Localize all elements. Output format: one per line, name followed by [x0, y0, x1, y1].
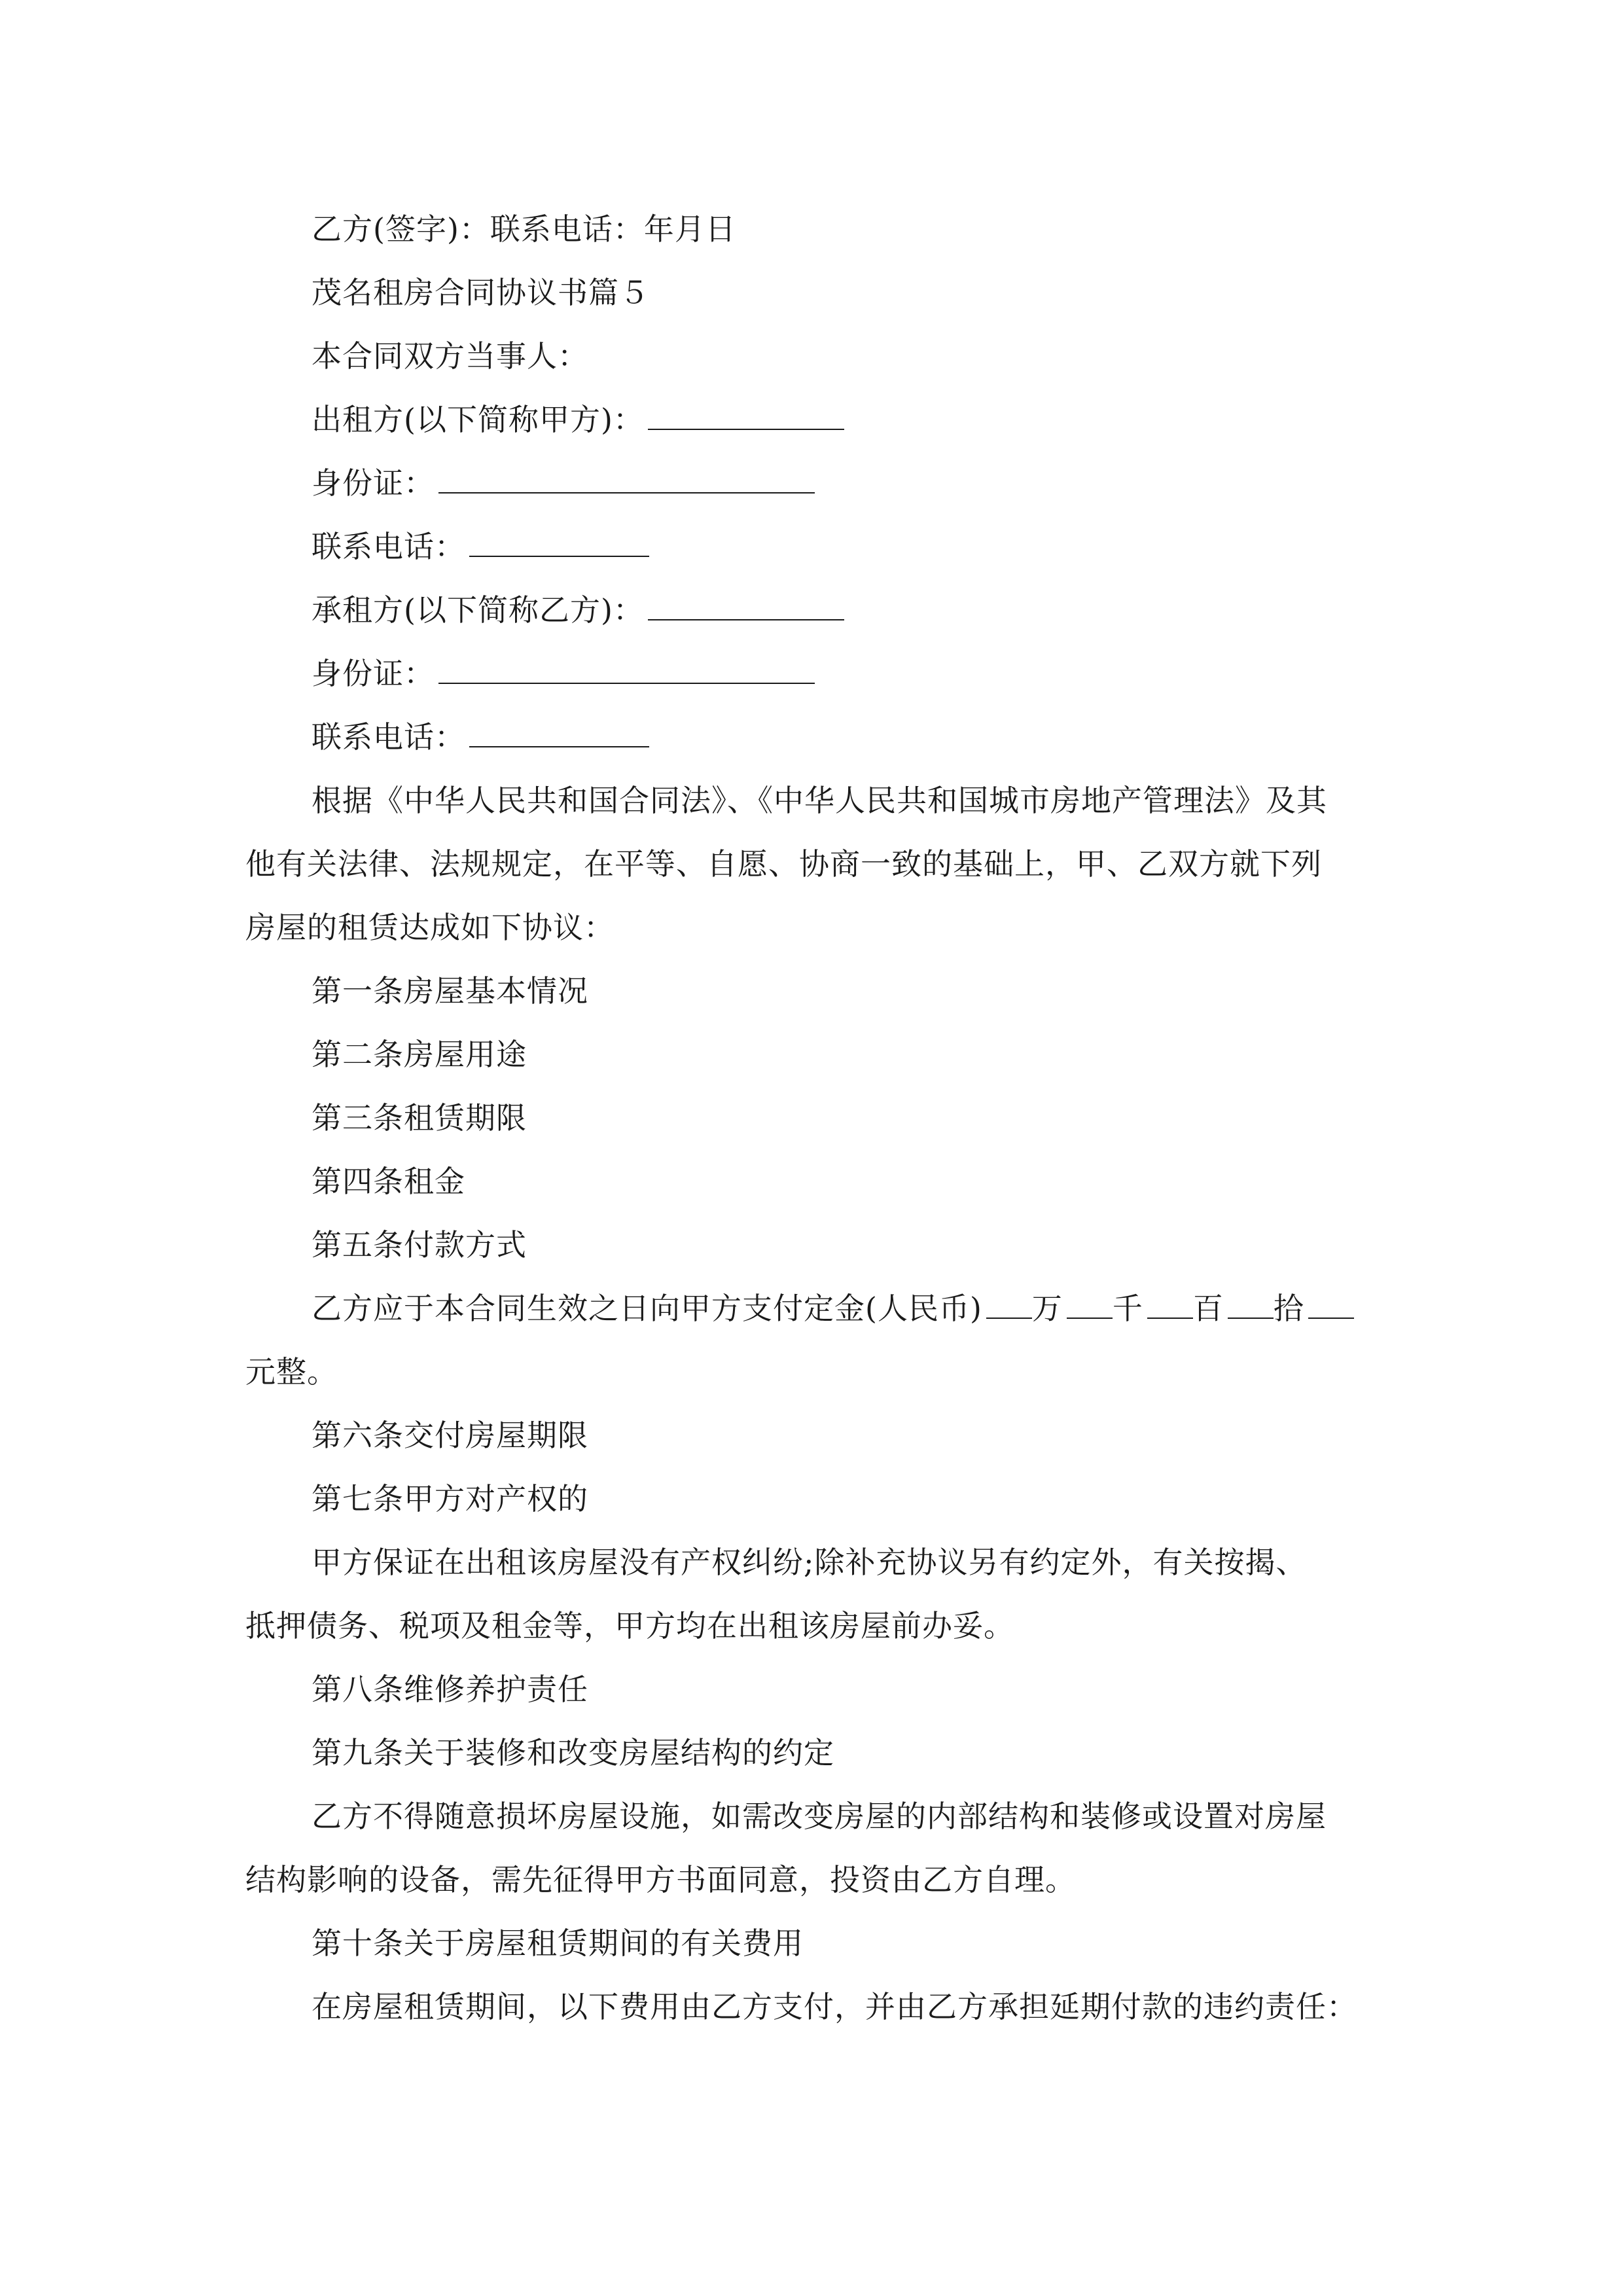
deposit-prefix: 乙方应于本合同生效之日向甲方支付定金(人民币)	[312, 1291, 982, 1326]
lessor-id-blank	[438, 466, 815, 493]
signature-line: 乙方(签字)：联系电话：年月日	[312, 211, 736, 247]
deposit-yuan-blank	[1308, 1291, 1354, 1319]
deposit-wan-unit: 万	[1031, 1291, 1063, 1326]
deposit-wan-blank	[986, 1291, 1032, 1319]
deposit-qian-unit: 千	[1112, 1291, 1143, 1326]
lessee-id-row	[312, 654, 1450, 693]
preamble-line-3: 房屋的租赁达成如下协议：	[245, 910, 615, 945]
lessor-blank	[648, 403, 844, 430]
lessee-phone-blank	[469, 720, 649, 747]
article-9-text-2: 结构影响的设备，需先征得甲方书面同意，投资由乙方自理。	[245, 1862, 1076, 1897]
lessor-phone-label: 联系电话：	[312, 529, 465, 564]
article-9-text-1: 乙方不得随意损坏房屋设施，如需改变房屋的内部结构和装修或设置对房屋	[312, 1799, 1327, 1834]
article-4-heading: 第四条租金	[312, 1164, 465, 1199]
lessor-phone-blank	[469, 529, 649, 557]
lessee-phone-row	[312, 717, 1450, 757]
lessor-id-row	[312, 463, 1450, 503]
deposit-bai-blank	[1147, 1291, 1193, 1319]
article-10-text-1: 在房屋租赁期间，以下费用由乙方支付，并由乙方承担延期付款的违约责任：	[312, 1989, 1357, 2024]
article-3-heading: 第三条租赁期限	[312, 1100, 527, 1136]
lessee-id-label: 身份证：	[312, 656, 435, 691]
lessee-blank	[648, 593, 844, 620]
article-7-text-2: 抵押债务、税项及租金等，甲方均在出租该房屋前办妥。	[245, 1608, 1014, 1643]
deposit-suffix: 元整。	[245, 1354, 338, 1390]
document-title: 茂名租房合同协议书篇５	[312, 275, 650, 310]
lessor-phone-row	[312, 527, 1450, 566]
lessor-label: 出租方(以下简称甲方)：	[312, 402, 644, 437]
article-6-heading: 第六条交付房屋期限	[312, 1418, 588, 1453]
lessee-phone-label: 联系电话：	[312, 719, 465, 755]
deposit-shi-unit: 拾	[1273, 1291, 1304, 1326]
deposit-line	[312, 1289, 1450, 1328]
article-2-heading: 第二条房屋用途	[312, 1037, 527, 1072]
article-7-text-1: 甲方保证在出租该房屋没有产权纠纷;除补充协议另有约定外，有关按揭、	[312, 1545, 1307, 1580]
deposit-bai-unit: 百	[1192, 1291, 1224, 1326]
preamble-line-1: 根据《中华人民共和国合同法》、《中华人民共和国城市房地产管理法》及其	[312, 783, 1327, 818]
lessee-label: 承租方(以下简称乙方)：	[312, 592, 644, 628]
article-1-heading: 第一条房屋基本情况	[312, 973, 588, 1009]
deposit-qian-blank	[1067, 1291, 1113, 1319]
article-8-heading: 第八条维修养护责任	[312, 1672, 588, 1707]
lessee-row	[312, 590, 1450, 630]
article-7-heading: 第七条甲方对产权的	[312, 1481, 588, 1516]
lessor-row	[312, 400, 1450, 439]
article-5-heading: 第五条付款方式	[312, 1227, 527, 1263]
article-10-heading: 第十条关于房屋租赁期间的有关费用	[312, 1926, 804, 1961]
preamble-line-2: 他有关法律、法规规定，在平等、自愿、协商一致的基础上，甲、乙双方就下列	[245, 846, 1322, 882]
article-9-heading: 第九条关于装修和改变房屋结构的约定	[312, 1735, 834, 1770]
lessor-id-label: 身份证：	[312, 465, 435, 501]
deposit-shi-blank	[1228, 1291, 1274, 1319]
lessee-id-blank	[438, 656, 815, 684]
parties-intro: 本合同双方当事人：	[312, 338, 588, 374]
